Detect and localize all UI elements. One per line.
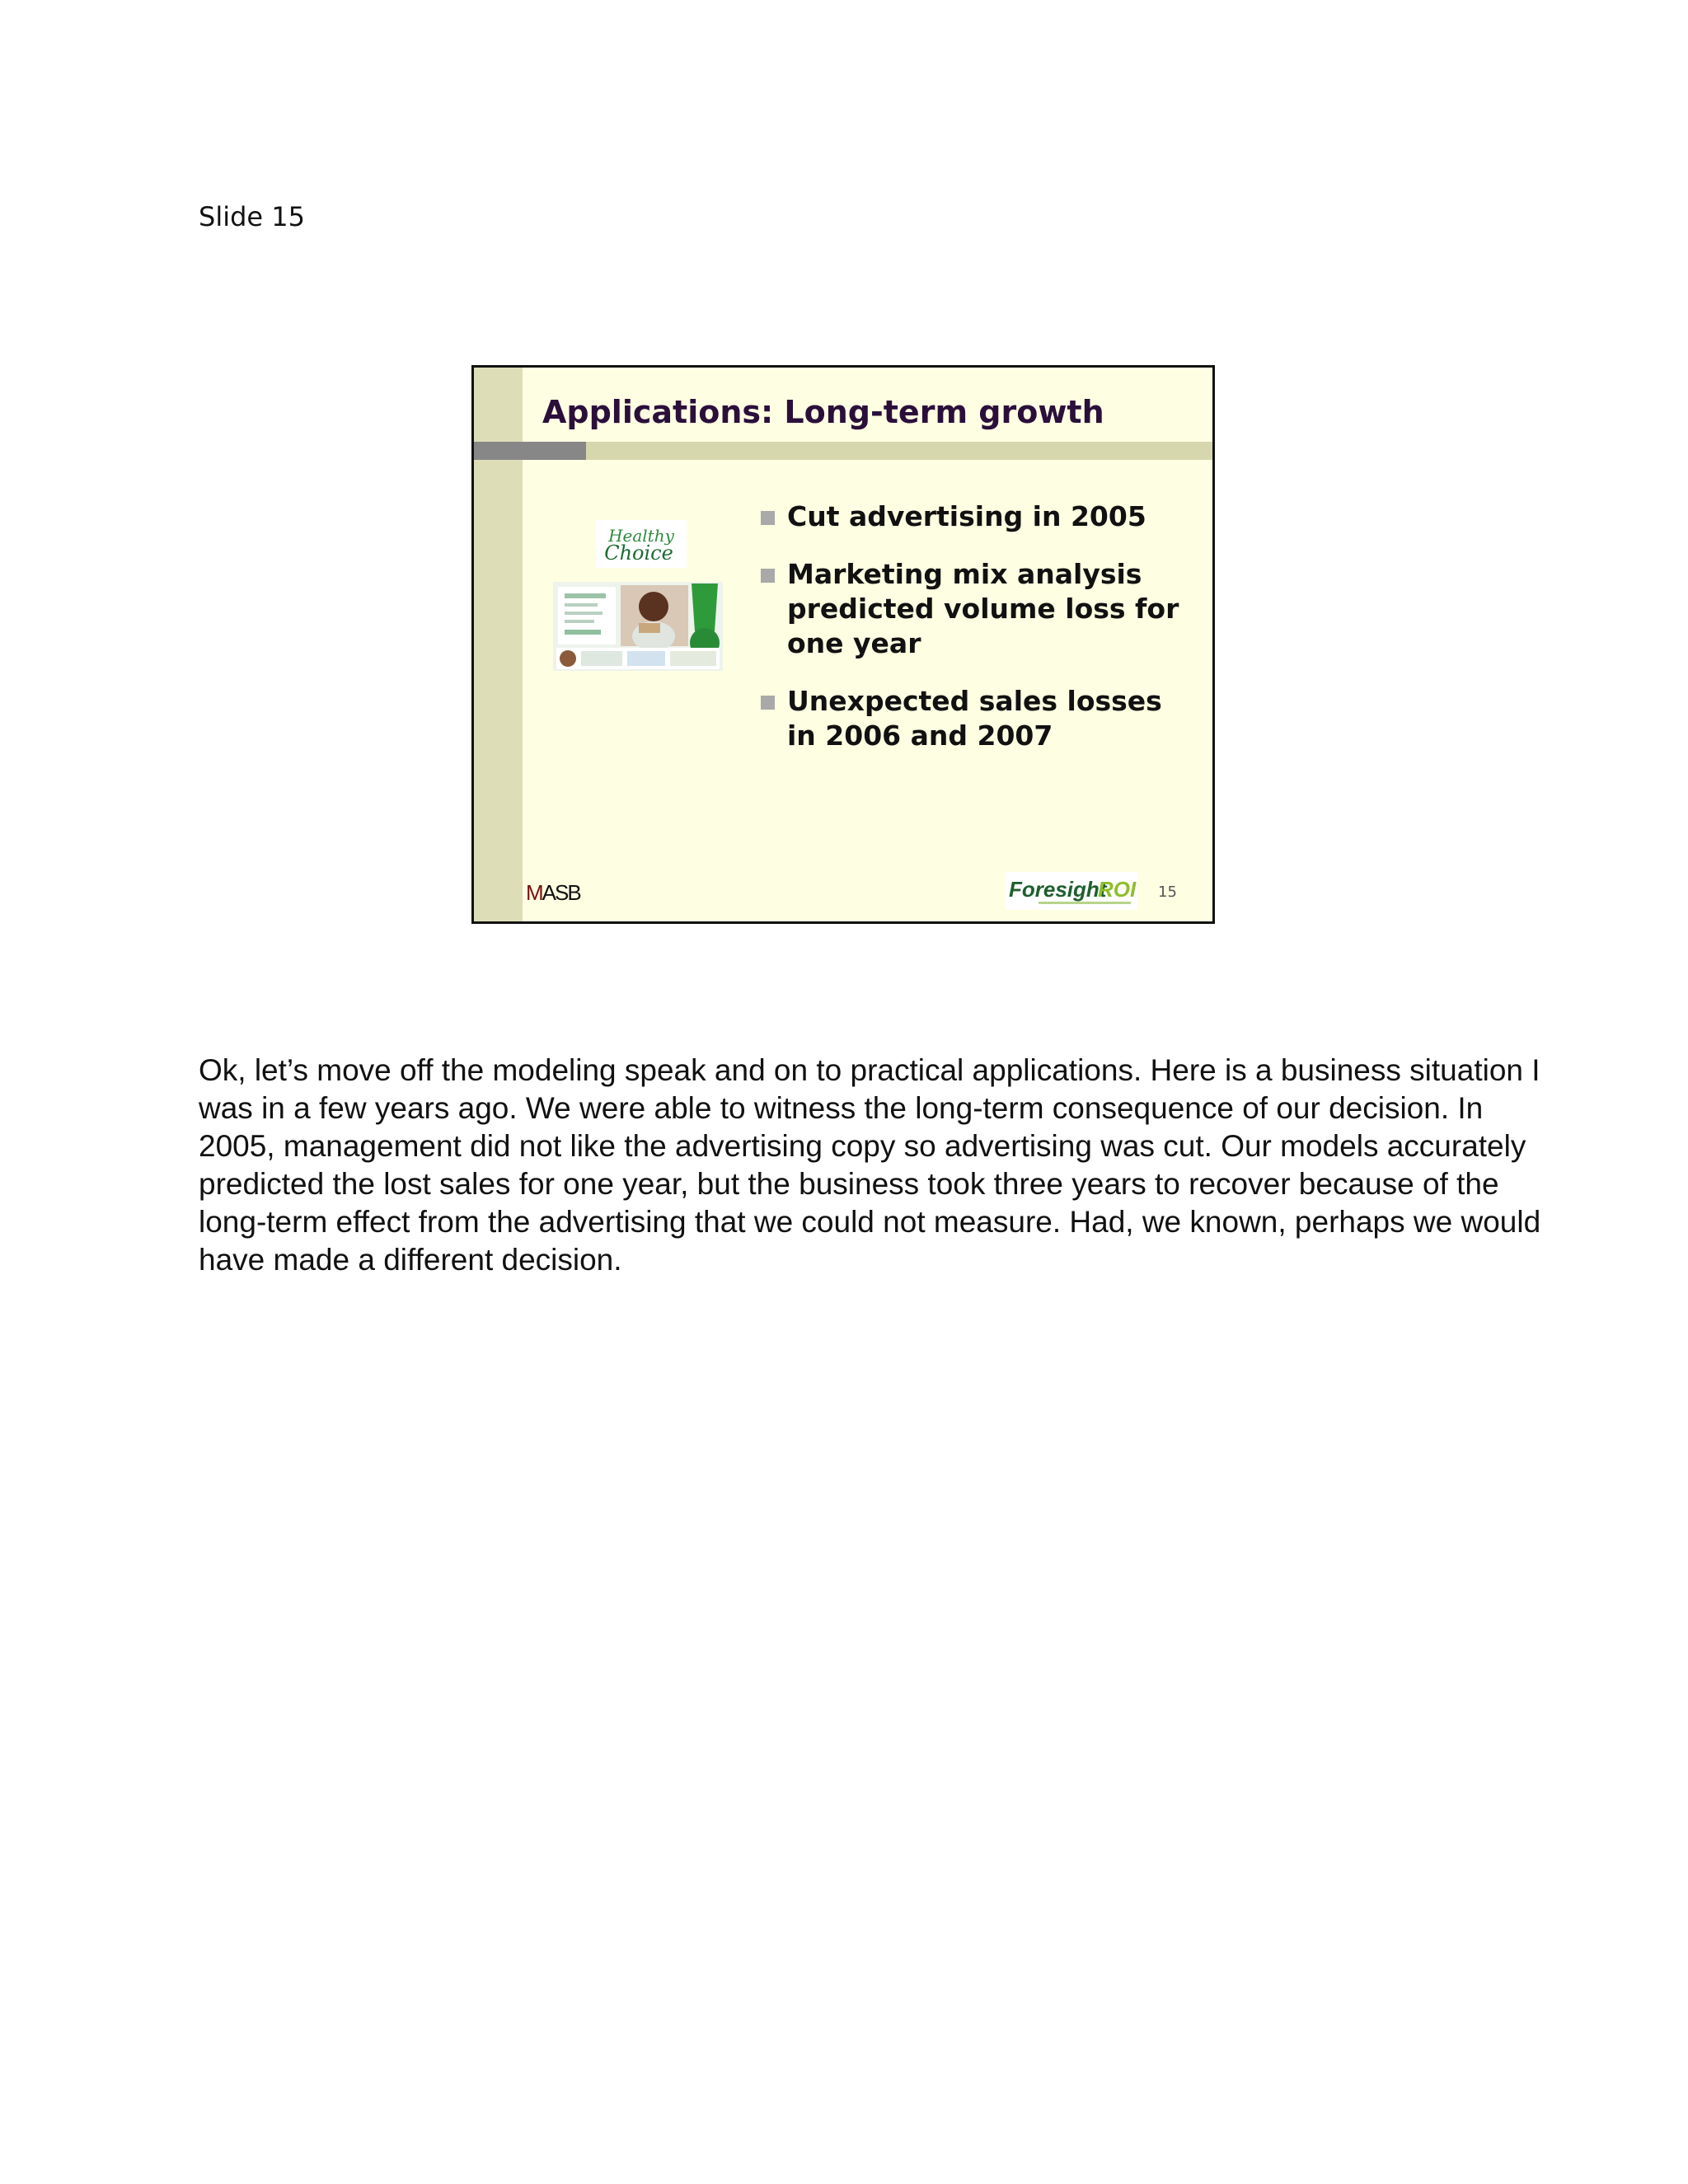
square-bullet-icon [761, 569, 775, 583]
masb-logo-m: M [526, 880, 542, 905]
slide-thumbnail [471, 365, 1215, 924]
svg-text:Foresight: Foresight [1009, 877, 1107, 902]
bullet-text: Marketing mix analysis predicted volume loss for one year [787, 558, 1179, 659]
bullet-text: Cut advertising in 2005 [787, 500, 1146, 532]
healthy-choice-logo [596, 520, 687, 568]
bullet-text: Unexpected sales losses in 2006 and 2007 [787, 685, 1162, 752]
healthy-choice-logo-mark [596, 520, 687, 568]
bullet-item [761, 499, 1189, 534]
svg-text:Choice: Choice [604, 541, 673, 565]
bullet-item [761, 684, 1189, 753]
masb-logo-rest: ASB [542, 880, 580, 905]
slide-label: Slide 15 [199, 201, 305, 232]
square-bullet-icon [761, 511, 775, 525]
svg-text:Healthy: Healthy [608, 526, 674, 546]
bullet-item [761, 557, 1189, 661]
advertisement-image [553, 582, 723, 671]
advertisement-picture [553, 582, 723, 671]
slide-title: Applications: Long-term growth [542, 394, 1104, 430]
square-bullet-icon [761, 696, 775, 710]
foresight-roi-logo-mark [1006, 872, 1137, 910]
slide-page-number: 15 [1158, 883, 1177, 901]
foresight-roi-logo [1006, 872, 1137, 910]
svg-text:ROI: ROI [1098, 877, 1137, 902]
title-rule [474, 442, 1212, 460]
speaker-notes: Ok, let’s move off the modeling speak and on to practical applications. Here is a business situation I was in a few years ago. We were able to witness the long-term consequence of our decision. In 2005, management did not like the advertising copy so advertising was cut. Our models accurately predicted the lost sales for one year, but the business took three years to recover because of the long-term effect from the advertising that we could not measure. Had, we known, perhaps we would have made a different decision. [199, 1053, 1541, 1277]
masb-logo [526, 880, 580, 906]
title-rule-accent [474, 442, 586, 460]
slide-bullet-list [761, 499, 1189, 776]
